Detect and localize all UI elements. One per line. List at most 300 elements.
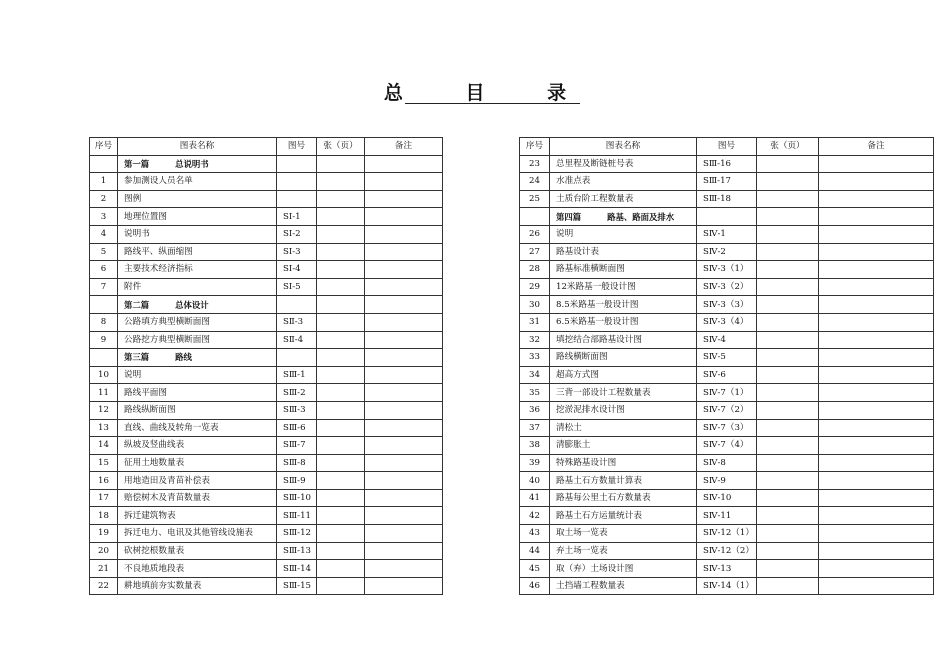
table-row bbox=[90, 525, 443, 543]
item-name: 用地造田及青苗补偿表 bbox=[118, 472, 277, 490]
page-count bbox=[317, 261, 365, 279]
page-count bbox=[317, 525, 365, 543]
remark bbox=[818, 454, 933, 472]
remark bbox=[818, 208, 933, 226]
row-number: 19 bbox=[90, 525, 118, 543]
figure-number: SⅢ-1 bbox=[277, 366, 317, 384]
remark bbox=[818, 542, 933, 560]
row-number: 21 bbox=[90, 560, 118, 578]
figure-number: SⅣ-14（1） bbox=[697, 577, 757, 595]
page-count bbox=[756, 225, 818, 243]
item-name: 路基土石方数量计算表 bbox=[550, 472, 697, 490]
table-row bbox=[90, 419, 443, 437]
remark bbox=[818, 261, 933, 279]
item-name: 超高方式图 bbox=[550, 366, 697, 384]
page-count bbox=[756, 349, 818, 367]
remark bbox=[365, 225, 443, 243]
table-row bbox=[90, 560, 443, 578]
figure-number: SⅢ-6 bbox=[277, 419, 317, 437]
item-name: 耕地填前夯实数量表 bbox=[118, 577, 277, 595]
section-row bbox=[90, 296, 443, 314]
page-count bbox=[317, 278, 365, 296]
remark bbox=[818, 401, 933, 419]
table-row bbox=[520, 366, 934, 384]
row-number: 24 bbox=[520, 173, 550, 191]
remark bbox=[818, 349, 933, 367]
page-count bbox=[756, 173, 818, 191]
table-row bbox=[520, 437, 934, 455]
table-row bbox=[520, 525, 934, 543]
page-title bbox=[0, 78, 950, 105]
page-count bbox=[756, 190, 818, 208]
remark bbox=[818, 155, 933, 173]
figure-number: SⅠ-3 bbox=[277, 243, 317, 261]
page-count bbox=[756, 489, 818, 507]
item-name: 纵坡及竖曲线表 bbox=[118, 437, 277, 455]
page-count bbox=[756, 278, 818, 296]
row-number: 20 bbox=[90, 542, 118, 560]
remark bbox=[818, 472, 933, 490]
row-number: 37 bbox=[520, 419, 550, 437]
table-row bbox=[520, 489, 934, 507]
remark bbox=[365, 173, 443, 191]
page-count bbox=[756, 542, 818, 560]
item-name: 赔偿树木及青苗数量表 bbox=[118, 489, 277, 507]
table-row bbox=[520, 507, 934, 525]
row-number: 35 bbox=[520, 384, 550, 402]
page-count bbox=[317, 454, 365, 472]
figure-number: SⅣ-7（4） bbox=[697, 437, 757, 455]
section-row bbox=[520, 208, 934, 226]
table-row bbox=[90, 401, 443, 419]
page-count bbox=[756, 437, 818, 455]
table-row bbox=[520, 384, 934, 402]
remark bbox=[818, 313, 933, 331]
figure-number: SⅠ-5 bbox=[277, 278, 317, 296]
header-fig: 图号 bbox=[277, 138, 317, 156]
title-char-1: 总 bbox=[383, 82, 403, 104]
row-number: 5 bbox=[90, 243, 118, 261]
table-row bbox=[520, 190, 934, 208]
item-name: 水准点表 bbox=[550, 173, 697, 191]
table-row bbox=[520, 472, 934, 490]
figure-number: SⅣ-4 bbox=[697, 331, 757, 349]
item-name: 清松土 bbox=[550, 419, 697, 437]
table-row bbox=[520, 225, 934, 243]
title-char-3: 录 bbox=[547, 82, 567, 104]
remark bbox=[365, 261, 443, 279]
figure-number bbox=[277, 296, 317, 314]
section-row bbox=[90, 155, 443, 173]
figure-number: SⅡ-3 bbox=[277, 313, 317, 331]
table-row bbox=[520, 401, 934, 419]
table-row bbox=[90, 243, 443, 261]
page-count bbox=[317, 472, 365, 490]
figure-number: SⅢ-15 bbox=[277, 577, 317, 595]
header-pages: 张（页） bbox=[756, 138, 818, 156]
item-name: 路基每公里土石方数量表 bbox=[550, 489, 697, 507]
page-count bbox=[317, 489, 365, 507]
page-count bbox=[317, 507, 365, 525]
row-number: 27 bbox=[520, 243, 550, 261]
remark bbox=[818, 190, 933, 208]
figure-number: SⅣ-12（2） bbox=[697, 542, 757, 560]
title-underline bbox=[405, 103, 580, 104]
table-row bbox=[520, 542, 934, 560]
item-name: 8.5米路基一般设计图 bbox=[550, 296, 697, 314]
row-number bbox=[520, 208, 550, 226]
remark bbox=[365, 401, 443, 419]
row-number: 1 bbox=[90, 173, 118, 191]
figure-number: SⅢ-13 bbox=[277, 542, 317, 560]
page-count bbox=[317, 243, 365, 261]
page-count bbox=[317, 437, 365, 455]
page-count bbox=[756, 331, 818, 349]
remark bbox=[365, 313, 443, 331]
remark bbox=[818, 331, 933, 349]
page-count bbox=[317, 208, 365, 226]
page-count bbox=[317, 560, 365, 578]
section-title bbox=[118, 155, 277, 173]
item-name: 征用土地数量表 bbox=[118, 454, 277, 472]
row-number: 28 bbox=[520, 261, 550, 279]
header-no: 序号 bbox=[90, 138, 118, 156]
item-name: 路基土石方运量统计表 bbox=[550, 507, 697, 525]
table-row bbox=[520, 296, 934, 314]
table-row bbox=[520, 349, 934, 367]
figure-number: SⅢ-14 bbox=[277, 560, 317, 578]
table-row bbox=[520, 155, 934, 173]
table-row bbox=[90, 542, 443, 560]
page-count bbox=[756, 454, 818, 472]
header-note: 备注 bbox=[365, 138, 443, 156]
table-row bbox=[520, 173, 934, 191]
table-row bbox=[90, 261, 443, 279]
table-row bbox=[90, 225, 443, 243]
row-number bbox=[90, 296, 118, 314]
figure-number: SⅣ-2 bbox=[697, 243, 757, 261]
figure-number: SⅣ-6 bbox=[697, 366, 757, 384]
figure-number bbox=[277, 190, 317, 208]
page-count bbox=[756, 525, 818, 543]
remark bbox=[365, 349, 443, 367]
remark bbox=[365, 278, 443, 296]
item-name: 总里程及断链桩号表 bbox=[550, 155, 697, 173]
remark bbox=[365, 331, 443, 349]
row-number: 17 bbox=[90, 489, 118, 507]
row-number: 8 bbox=[90, 313, 118, 331]
row-number: 34 bbox=[520, 366, 550, 384]
figure-number: SⅣ-1 bbox=[697, 225, 757, 243]
table-row bbox=[90, 208, 443, 226]
page-count bbox=[756, 366, 818, 384]
row-number: 14 bbox=[90, 437, 118, 455]
title-char-2: 目 bbox=[465, 82, 485, 104]
item-name: 路线纵断面图 bbox=[118, 401, 277, 419]
section-title bbox=[118, 296, 277, 314]
table-row bbox=[90, 489, 443, 507]
item-name: 地理位置图 bbox=[118, 208, 277, 226]
row-number: 45 bbox=[520, 560, 550, 578]
table-header-row bbox=[520, 138, 934, 156]
item-name: 路基设计表 bbox=[550, 243, 697, 261]
item-name: 路线平、纵面缩图 bbox=[118, 243, 277, 261]
table-row bbox=[90, 173, 443, 191]
row-number: 26 bbox=[520, 225, 550, 243]
row-number: 41 bbox=[520, 489, 550, 507]
table-row bbox=[90, 278, 443, 296]
page-count bbox=[756, 261, 818, 279]
page-count bbox=[317, 296, 365, 314]
remark bbox=[818, 577, 933, 595]
table-row bbox=[90, 331, 443, 349]
table-row bbox=[520, 331, 934, 349]
figure-number: SⅣ-5 bbox=[697, 349, 757, 367]
row-number: 13 bbox=[90, 419, 118, 437]
item-name: 6.5米路基一般设计图 bbox=[550, 313, 697, 331]
remark bbox=[818, 225, 933, 243]
row-number: 11 bbox=[90, 384, 118, 402]
remark bbox=[365, 190, 443, 208]
figure-number: SⅣ-3（4） bbox=[697, 313, 757, 331]
figure-number bbox=[277, 349, 317, 367]
table-body-left bbox=[90, 155, 443, 595]
page-count bbox=[317, 577, 365, 595]
item-name: 路线平面图 bbox=[118, 384, 277, 402]
row-number: 4 bbox=[90, 225, 118, 243]
remark bbox=[365, 419, 443, 437]
item-name: 说明 bbox=[118, 366, 277, 384]
figure-number: SⅢ-12 bbox=[277, 525, 317, 543]
table-row bbox=[520, 454, 934, 472]
row-number: 23 bbox=[520, 155, 550, 173]
contents-table-left bbox=[89, 137, 443, 595]
table-row bbox=[90, 577, 443, 595]
item-name: 拆迁电力、电讯及其他管线设施表 bbox=[118, 525, 277, 543]
row-number: 18 bbox=[90, 507, 118, 525]
item-name: 参加测设人员名单 bbox=[118, 173, 277, 191]
row-number: 44 bbox=[520, 542, 550, 560]
figure-number: SⅣ-7（2） bbox=[697, 401, 757, 419]
remark bbox=[818, 560, 933, 578]
row-number: 3 bbox=[90, 208, 118, 226]
item-name: 图例 bbox=[118, 190, 277, 208]
header-no: 序号 bbox=[520, 138, 550, 156]
remark bbox=[365, 472, 443, 490]
remark bbox=[365, 577, 443, 595]
figure-number: SⅢ-7 bbox=[277, 437, 317, 455]
page-count bbox=[317, 542, 365, 560]
item-name: 不良地质地段表 bbox=[118, 560, 277, 578]
section-subject: 总说明书 bbox=[175, 158, 209, 169]
table-row bbox=[520, 313, 934, 331]
item-name: 公路填方典型横断面图 bbox=[118, 313, 277, 331]
table-row bbox=[90, 313, 443, 331]
page-count bbox=[317, 190, 365, 208]
page-count bbox=[317, 173, 365, 191]
table-row bbox=[90, 366, 443, 384]
page-count bbox=[756, 577, 818, 595]
row-number: 25 bbox=[520, 190, 550, 208]
page-count bbox=[317, 384, 365, 402]
item-name: 弃土场一览表 bbox=[550, 542, 697, 560]
figure-number: SⅠ-1 bbox=[277, 208, 317, 226]
table-row bbox=[520, 243, 934, 261]
row-number: 15 bbox=[90, 454, 118, 472]
row-number: 46 bbox=[520, 577, 550, 595]
remark bbox=[365, 437, 443, 455]
figure-number: SⅠ-4 bbox=[277, 261, 317, 279]
header-name: 图表名称 bbox=[550, 138, 697, 156]
page-count bbox=[756, 472, 818, 490]
section-label: 第四篇 bbox=[556, 211, 582, 222]
page-count bbox=[756, 419, 818, 437]
remark bbox=[818, 366, 933, 384]
remark bbox=[365, 384, 443, 402]
page-count bbox=[756, 560, 818, 578]
page-count bbox=[756, 296, 818, 314]
section-row bbox=[90, 349, 443, 367]
remark bbox=[365, 296, 443, 314]
table-row bbox=[90, 437, 443, 455]
section-title bbox=[550, 208, 697, 226]
row-number: 38 bbox=[520, 437, 550, 455]
figure-number: SⅣ-13 bbox=[697, 560, 757, 578]
section-label: 第二篇 bbox=[124, 299, 150, 310]
figure-number: SⅣ-3（3） bbox=[697, 296, 757, 314]
figure-number: SⅣ-11 bbox=[697, 507, 757, 525]
row-number bbox=[90, 155, 118, 173]
remark bbox=[818, 296, 933, 314]
table-row bbox=[90, 190, 443, 208]
item-name: 说明 bbox=[550, 225, 697, 243]
table-row bbox=[90, 384, 443, 402]
item-name: 土质台阶工程数量表 bbox=[550, 190, 697, 208]
figure-number: SⅢ-2 bbox=[277, 384, 317, 402]
remark bbox=[365, 454, 443, 472]
page-count bbox=[756, 401, 818, 419]
item-name: 三背一部设计工程数量表 bbox=[550, 384, 697, 402]
row-number: 2 bbox=[90, 190, 118, 208]
section-subject: 路基、路面及排水 bbox=[607, 211, 675, 222]
page-count bbox=[756, 243, 818, 261]
item-name: 清膨胀土 bbox=[550, 437, 697, 455]
item-name: 公路挖方典型横断面图 bbox=[118, 331, 277, 349]
table-row bbox=[520, 560, 934, 578]
remark bbox=[365, 542, 443, 560]
figure-number: SⅢ-17 bbox=[697, 173, 757, 191]
figure-number: SⅣ-10 bbox=[697, 489, 757, 507]
row-number: 7 bbox=[90, 278, 118, 296]
item-name: 主要技术经济指标 bbox=[118, 261, 277, 279]
remark bbox=[818, 384, 933, 402]
header-pages: 张（页） bbox=[317, 138, 365, 156]
row-number: 40 bbox=[520, 472, 550, 490]
remark bbox=[818, 419, 933, 437]
page-count bbox=[317, 155, 365, 173]
figure-number: SⅢ-16 bbox=[697, 155, 757, 173]
page-count bbox=[317, 331, 365, 349]
table-row bbox=[520, 577, 934, 595]
table-row bbox=[520, 419, 934, 437]
row-number: 43 bbox=[520, 525, 550, 543]
item-name: 路线横断面图 bbox=[550, 349, 697, 367]
page-count bbox=[756, 208, 818, 226]
figure-number: SⅣ-9 bbox=[697, 472, 757, 490]
row-number: 22 bbox=[90, 577, 118, 595]
remark bbox=[818, 243, 933, 261]
remark bbox=[365, 155, 443, 173]
header-name: 图表名称 bbox=[118, 138, 277, 156]
remark bbox=[365, 366, 443, 384]
remark bbox=[365, 208, 443, 226]
row-number: 33 bbox=[520, 349, 550, 367]
figure-number: SⅢ-11 bbox=[277, 507, 317, 525]
page-count bbox=[317, 401, 365, 419]
table-row bbox=[520, 278, 934, 296]
figure-number: SⅠ-2 bbox=[277, 225, 317, 243]
remark bbox=[365, 243, 443, 261]
row-number: 31 bbox=[520, 313, 550, 331]
figure-number: SⅢ-10 bbox=[277, 489, 317, 507]
figure-number: SⅢ-3 bbox=[277, 401, 317, 419]
item-name: 12米路基一般设计图 bbox=[550, 278, 697, 296]
item-name: 填挖结合部路基设计图 bbox=[550, 331, 697, 349]
item-name: 说明书 bbox=[118, 225, 277, 243]
item-name: 土挡墙工程数量表 bbox=[550, 577, 697, 595]
table-row bbox=[90, 472, 443, 490]
remark bbox=[365, 525, 443, 543]
row-number: 29 bbox=[520, 278, 550, 296]
row-number: 39 bbox=[520, 454, 550, 472]
figure-number: SⅢ-8 bbox=[277, 454, 317, 472]
item-name: 直线、曲线及转角一览表 bbox=[118, 419, 277, 437]
contents-table-right bbox=[519, 137, 934, 595]
row-number bbox=[90, 349, 118, 367]
section-label: 第一篇 bbox=[124, 158, 150, 169]
header-fig: 图号 bbox=[697, 138, 757, 156]
remark bbox=[818, 278, 933, 296]
remark bbox=[818, 173, 933, 191]
figure-number bbox=[697, 208, 757, 226]
item-name: 取（弃）土场设计图 bbox=[550, 560, 697, 578]
figure-number: SⅣ-8 bbox=[697, 454, 757, 472]
row-number: 6 bbox=[90, 261, 118, 279]
row-number: 12 bbox=[90, 401, 118, 419]
row-number: 42 bbox=[520, 507, 550, 525]
item-name: 附件 bbox=[118, 278, 277, 296]
item-name: 特殊路基设计图 bbox=[550, 454, 697, 472]
table-header-row bbox=[90, 138, 443, 156]
row-number: 10 bbox=[90, 366, 118, 384]
remark bbox=[818, 507, 933, 525]
row-number: 9 bbox=[90, 331, 118, 349]
item-name: 挖淤泥排水设计图 bbox=[550, 401, 697, 419]
page-count bbox=[756, 384, 818, 402]
item-name: 砍树挖根数量表 bbox=[118, 542, 277, 560]
page-count bbox=[756, 155, 818, 173]
page-count bbox=[756, 313, 818, 331]
page-count bbox=[317, 349, 365, 367]
header-note: 备注 bbox=[818, 138, 933, 156]
table-row bbox=[90, 454, 443, 472]
remark bbox=[365, 489, 443, 507]
remark bbox=[818, 525, 933, 543]
table-row bbox=[520, 261, 934, 279]
figure-number: SⅢ-9 bbox=[277, 472, 317, 490]
remark bbox=[818, 489, 933, 507]
remark bbox=[365, 507, 443, 525]
